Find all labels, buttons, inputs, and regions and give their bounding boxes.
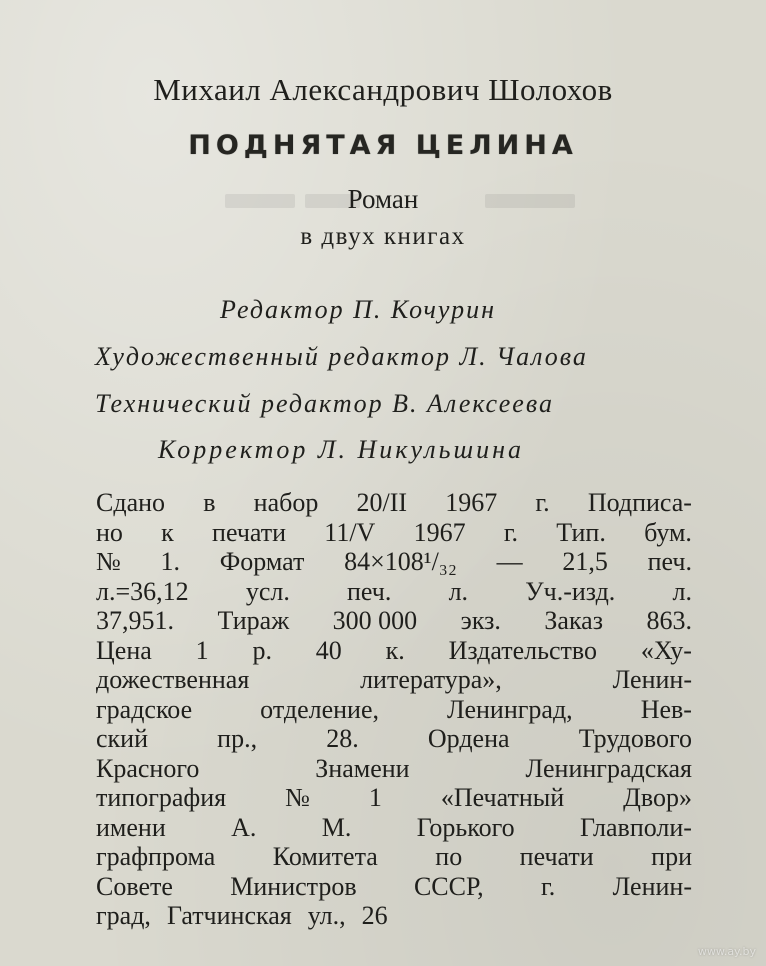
colophon-word: в — [203, 488, 216, 517]
colophon-word: типография — [96, 783, 227, 812]
colophon-word: № — [285, 783, 310, 812]
colophon-word: печ. — [647, 547, 692, 576]
colophon-line — [96, 842, 692, 872]
colophon-word: — — [496, 547, 523, 576]
colophon-word: М. — [321, 812, 352, 842]
genre-label: Роман — [347, 184, 419, 214]
colophon-word: 1 — [195, 635, 209, 665]
colophon-word: р. — [252, 635, 272, 665]
colophon-word: Нев- — [640, 694, 692, 724]
colophon-word: Совете — [96, 871, 173, 901]
colophon-word: Горького — [416, 812, 515, 842]
colophon-line — [96, 606, 692, 636]
colophon-word: но — [96, 517, 123, 547]
colophon-word: Ордена — [427, 724, 510, 753]
colophon-line — [96, 724, 692, 754]
colophon-word: Тип. — [556, 517, 606, 547]
credit-editor: Редактор П. Кочурин — [220, 295, 496, 324]
colophon-word: усл. — [245, 576, 290, 606]
colophon-word: Цена — [96, 635, 152, 665]
colophon-word: 21,5 — [562, 547, 608, 576]
colophon-word: 20/II — [356, 488, 408, 517]
colophon-word: «Печатный — [440, 783, 565, 812]
colophon-word: 26 — [361, 901, 388, 930]
colophon-line — [96, 665, 692, 695]
colophon-word: печ. — [347, 576, 392, 606]
colophon-word: ский — [96, 724, 148, 753]
colophon-word: № — [96, 547, 121, 576]
colophon-word: Издательство — [448, 635, 597, 665]
credit-proofreader: Корректор Л. Никульшина — [158, 435, 524, 464]
colophon-word: Ленинград, — [447, 694, 573, 724]
colophon-line — [96, 488, 692, 518]
colophon-word: к. — [385, 635, 405, 665]
colophon-word: Красного — [96, 753, 200, 783]
author-name: Михаил Александрович Шолохов — [153, 72, 613, 107]
colophon-word: 37,951. — [96, 606, 174, 635]
colophon-word: 11/V — [324, 517, 376, 547]
colophon-word: 863. — [646, 606, 692, 635]
colophon-word: 1. — [160, 547, 181, 576]
colophon-word: Тираж — [217, 606, 290, 635]
colophon-word: литература», — [360, 665, 502, 694]
colophon-word: л. — [672, 576, 692, 606]
site-watermark: www.ay.by — [697, 945, 756, 958]
colophon-line — [96, 636, 692, 666]
colophon-word: к — [161, 517, 174, 547]
colophon-word: Ленинградская — [525, 753, 692, 783]
colophon-word: печати — [519, 842, 594, 871]
colophon-word: отделение, — [260, 694, 379, 724]
colophon-line — [96, 783, 692, 813]
colophon-word: по — [435, 842, 463, 871]
colophon-word: дожественная — [96, 665, 250, 694]
colophon-word: «Ху- — [640, 635, 692, 665]
colophon-line — [96, 901, 692, 931]
colophon-word: л.=36,12 — [96, 576, 189, 606]
colophon-word: печати — [212, 517, 287, 547]
colophon-line — [96, 695, 692, 725]
colophon-word: ул., — [307, 901, 346, 930]
colophon-word: Подписа- — [587, 488, 692, 517]
colophon-word: 1967 — [445, 488, 498, 517]
colophon-word: 28. — [326, 724, 359, 753]
colophon-word: Ленин- — [612, 871, 692, 901]
colophon-word: Комитета — [272, 842, 378, 871]
colophon-word: СССР, — [413, 871, 484, 901]
colophon-word: Министров — [230, 871, 357, 901]
colophon-word: графпрома — [96, 842, 216, 871]
colophon-word: 1967 — [413, 517, 466, 547]
colophon-word: экз. — [460, 606, 501, 635]
colophon-word: г. — [535, 488, 550, 517]
colophon-word: 40 — [315, 635, 342, 665]
colophon-line — [96, 872, 692, 902]
colophon-word: г. — [541, 871, 556, 901]
colophon-word: пр., — [217, 724, 258, 753]
colophon-word: град, — [96, 901, 151, 930]
colophon-word: 300 000 — [332, 606, 418, 635]
colophon-line — [96, 754, 692, 784]
colophon-word: г. — [503, 517, 519, 547]
colophon-word: 1 — [368, 783, 382, 812]
colophon-word: 84×108¹/₃₂ — [344, 547, 457, 576]
colophon-line — [96, 547, 692, 577]
colophon-word: Ленин- — [612, 665, 692, 694]
colophon-word: Сдано — [96, 488, 166, 517]
colophon-line — [96, 577, 692, 607]
credit-art-editor: Художественный редактор Л. Чалова — [95, 342, 588, 371]
colophon-word: А. — [231, 812, 257, 842]
colophon-line — [96, 813, 692, 843]
credit-technical-editor: Технический редактор В. Алексеева — [95, 389, 554, 418]
colophon-word: Уч.-изд. — [525, 576, 616, 606]
colophon-word: при — [651, 842, 692, 871]
colophon-word: Главполи- — [579, 812, 692, 842]
colophon-word: имени — [96, 812, 166, 842]
book-title: ПОДНЯТАЯ ЦЕЛИНА — [188, 130, 578, 161]
colophon-word: Трудового — [578, 724, 692, 753]
colophon-word: Формат — [219, 547, 305, 576]
colophon-word: Заказ — [544, 606, 603, 635]
colophon-word: Знамени — [315, 753, 410, 783]
colophon-word: бум. — [644, 517, 692, 547]
colophon-line — [96, 518, 692, 548]
colophon-word: Двор» — [623, 783, 692, 812]
books-count-label: в двух книгах — [300, 223, 466, 250]
colophon-word: градское — [96, 694, 193, 724]
colophon-word: Гатчинская — [166, 901, 292, 930]
colophon-word: набор — [253, 488, 319, 517]
colophon-word: л. — [448, 576, 469, 606]
colophon-imprint — [96, 488, 692, 931]
